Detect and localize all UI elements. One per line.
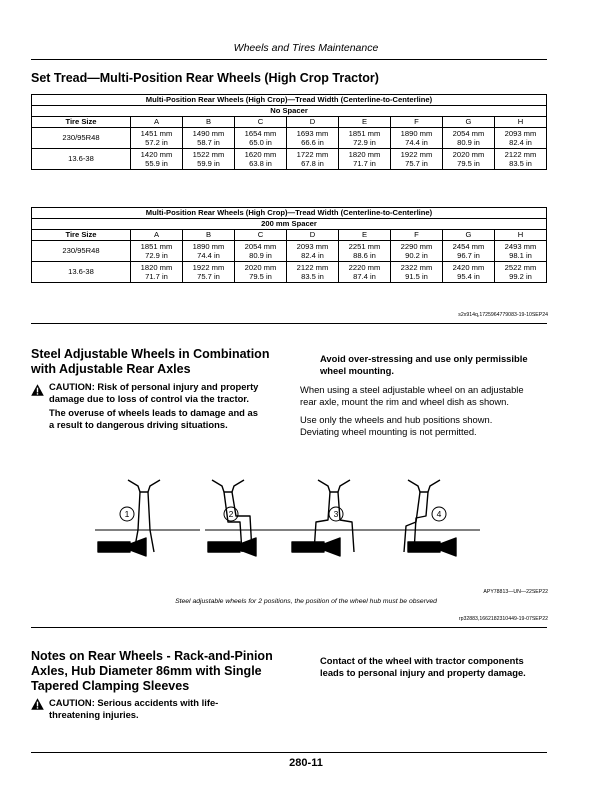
tread-width-table-no-spacer [31,94,547,170]
tread-width-cell [287,241,339,262]
column-header: A [131,117,183,128]
tire-size-cell: 230/95R48 [32,241,131,262]
tread-width-mm: 1693 mm [296,128,329,138]
tread-width-cell [131,149,183,170]
tread-width-mm: 2522 mm [504,262,537,272]
tread-width-mm: 1851 mm [348,128,381,138]
tread-width-in: 71.7 in [145,272,168,281]
tread-width-in: 65.0 in [249,138,272,147]
column-header: B [183,117,235,128]
tread-width-mm: 1820 mm [140,262,173,272]
table-row [32,128,547,149]
tread-width-mm: 2093 mm [504,128,537,138]
tire-size-cell: 13.6-38 [32,149,131,170]
tread-width-cell [391,149,443,170]
reference-code: s2x914q,1725964779083-19-10SEP24 [458,312,548,318]
tread-width-cell [235,262,287,283]
tread-width-cell [443,262,495,283]
tread-width-mm: 2122 mm [296,262,329,272]
tread-width-cell [131,128,183,149]
caution-text: CAUTION: Risk of personal injury and property damage due to loss of control via the tractor. [49,381,259,404]
wheel-diagram-3 [290,480,390,556]
tread-width-in: 72.9 in [145,251,168,260]
section-divider [31,627,547,628]
table-row [32,149,547,170]
tread-width-cell [183,128,235,149]
tread-width-cell [443,128,495,149]
column-header: H [495,117,547,128]
column-header: E [339,117,391,128]
tread-width-in: 96.7 in [457,251,480,260]
caution-text: CAUTION: Serious accidents with life- threatening injuries. [49,697,219,720]
tread-width-in: 74.4 in [197,251,220,260]
column-header: C [235,230,287,241]
tread-width-mm: 2454 mm [452,241,485,251]
section-divider [31,323,547,324]
tread-width-cell [391,262,443,283]
tread-width-in: 88.6 in [353,251,376,260]
tread-width-cell [443,241,495,262]
column-header: F [391,117,443,128]
avoid-overstress-text: Avoid over-stressing and use only permissible wheel mounting. [320,353,528,376]
tread-width-mm: 2420 mm [452,262,485,272]
tread-width-in: 82.4 in [509,138,532,147]
tread-width-cell [287,149,339,170]
tread-width-mm: 1851 mm [140,241,173,251]
tread-width-cell [183,149,235,170]
tread-width-mm: 1420 mm [140,149,173,159]
tire-size-cell: 230/95R48 [32,128,131,149]
column-header: D [287,230,339,241]
wheel-diagram-4 [390,480,480,556]
callout-label-4: 4 [436,509,442,519]
warning-triangle-icon [31,384,44,396]
page-number: 280-11 [289,757,323,769]
tread-width-in: 59.9 in [197,159,220,168]
tread-width-cell [495,262,547,283]
tread-width-in: 83.5 in [301,272,324,281]
overuse-warning-text: The overuse of wheels leads to damage and as a result to dangerous driving situations. [49,407,258,430]
tread-width-cell [339,128,391,149]
tread-width-mm: 1654 mm [244,128,277,138]
tread-width-mm: 2122 mm [504,149,537,159]
column-header: C [235,117,287,128]
wheel-diagram-2 [205,480,300,556]
tread-width-cell [235,128,287,149]
tread-width-in: 80.9 in [249,251,272,260]
mounting-instruction-text: When using a steel adjustable wheel on an adjustable rear axle, mount the rim and wheel dish as shown. [300,384,524,407]
tread-width-mm: 2322 mm [400,262,433,272]
column-header: G [443,117,495,128]
running-header: Wheels and Tires Maintenance [233,42,379,54]
tread-width-in: 55.9 in [145,159,168,168]
tread-width-in: 74.4 in [405,138,428,147]
tread-width-in: 98.1 in [509,251,532,260]
section-title-steel-wheels: Steel Adjustable Wheels in Combination with Adjustable Rear Axles [31,347,270,376]
wheel-diagram-1 [95,480,200,556]
tread-width-mm: 1451 mm [140,128,173,138]
table-spacer-label: No Spacer [32,106,547,117]
callout-label-3: 3 [333,509,339,519]
column-header: E [339,230,391,241]
callout-label-1: 1 [124,509,130,519]
tread-width-mm: 2220 mm [348,262,381,272]
tread-width-in: 66.6 in [301,138,324,147]
table-row [32,262,547,283]
column-header: H [495,230,547,241]
tread-width-in: 79.5 in [249,272,272,281]
tread-width-mm: 2054 mm [452,128,485,138]
warning-triangle-icon [31,698,44,710]
figure-caption: Steel adjustable wheels for 2 positions, the position of the wheel hub must be observed [175,598,437,605]
tread-width-cell [391,128,443,149]
column-header: G [443,230,495,241]
table-header-row [32,117,547,128]
callout-label-2: 2 [228,509,234,519]
tread-width-mm: 1522 mm [192,149,225,159]
tread-width-cell [339,241,391,262]
tread-width-cell [235,149,287,170]
tread-width-cell [495,128,547,149]
table-title: Multi-Position Rear Wheels (High Crop)—Tread Width (Centerline-to-Centerline) [32,95,547,106]
tread-width-mm: 2251 mm [348,241,381,251]
tread-width-in: 99.2 in [509,272,532,281]
tread-width-mm: 1620 mm [244,149,277,159]
tread-width-in: 75.7 in [197,272,220,281]
tread-width-cell [131,241,183,262]
tread-width-mm: 2093 mm [296,241,329,251]
tread-width-mm: 1922 mm [192,262,225,272]
tread-width-in: 83.5 in [509,159,532,168]
tread-width-cell [495,149,547,170]
tread-width-mm: 2493 mm [504,241,537,251]
section-title-rack-pinion: Notes on Rear Wheels - Rack-and-Pinion Axles, Hub Diameter 86mm with Single Tapered Clamping Sleeves [31,649,273,693]
wheel-positions-figure [90,470,490,578]
tread-width-mm: 2290 mm [400,241,433,251]
contact-warning-text: Contact of the wheel with tractor components leads to personal injury and property damage. [320,655,526,678]
header-rule [31,59,547,60]
tread-width-cell [287,262,339,283]
tread-width-in: 58.7 in [197,138,220,147]
tread-width-in: 57.2 in [145,138,168,147]
tread-width-in: 63.8 in [249,159,272,168]
column-header: B [183,230,235,241]
table-spacer-label: 200 mm Spacer [32,219,547,230]
tread-width-cell [391,241,443,262]
tread-width-in: 95.4 in [457,272,480,281]
tire-size-cell: 13.6-38 [32,262,131,283]
tread-width-in: 75.7 in [405,159,428,168]
table-header-row [32,230,547,241]
permitted-positions-text: Use only the wheels and hub positions shown. Deviating wheel mounting is not permitted. [300,414,493,437]
tread-width-mm: 1922 mm [400,149,433,159]
tread-width-mm: 1722 mm [296,149,329,159]
tread-width-mm: 2020 mm [452,149,485,159]
tread-width-cell [339,262,391,283]
tread-width-in: 79.5 in [457,159,480,168]
column-header-tire-size: Tire Size [32,117,131,128]
tread-width-cell [235,241,287,262]
column-header: D [287,117,339,128]
tread-width-table-200mm-spacer [31,207,547,283]
footer-rule [31,752,547,753]
tread-width-mm: 1490 mm [192,128,225,138]
tread-width-in: 82.4 in [301,251,324,260]
tread-width-cell [131,262,183,283]
tread-width-mm: 2020 mm [244,262,277,272]
tread-width-mm: 1890 mm [400,128,433,138]
reference-code: rp32883,1662182310449-19-07SEP22 [458,616,548,622]
tread-width-mm: 2054 mm [244,241,277,251]
tread-width-in: 80.9 in [457,138,480,147]
section-title-set-tread: Set Tread—Multi-Position Rear Wheels (High Crop Tractor) [31,71,379,85]
tread-width-in: 67.8 in [301,159,324,168]
tread-width-cell [339,149,391,170]
column-header-tire-size: Tire Size [32,230,131,241]
figure-reference-code: APY78813—UN—22SEP22 [483,589,548,595]
tread-width-in: 72.9 in [353,138,376,147]
column-header: F [391,230,443,241]
tread-width-cell [287,128,339,149]
column-header: A [131,230,183,241]
tread-width-mm: 1890 mm [192,241,225,251]
table-row [32,241,547,262]
tread-width-cell [495,241,547,262]
tread-width-in: 90.2 in [405,251,428,260]
tread-width-in: 71.7 in [353,159,376,168]
tread-width-cell [443,149,495,170]
tread-width-mm: 1820 mm [348,149,381,159]
tread-width-cell [183,241,235,262]
tread-width-in: 91.5 in [405,272,428,281]
table-title: Multi-Position Rear Wheels (High Crop)—Tread Width (Centerline-to-Centerline) [32,208,547,219]
tread-width-cell [183,262,235,283]
tread-width-in: 87.4 in [353,272,376,281]
